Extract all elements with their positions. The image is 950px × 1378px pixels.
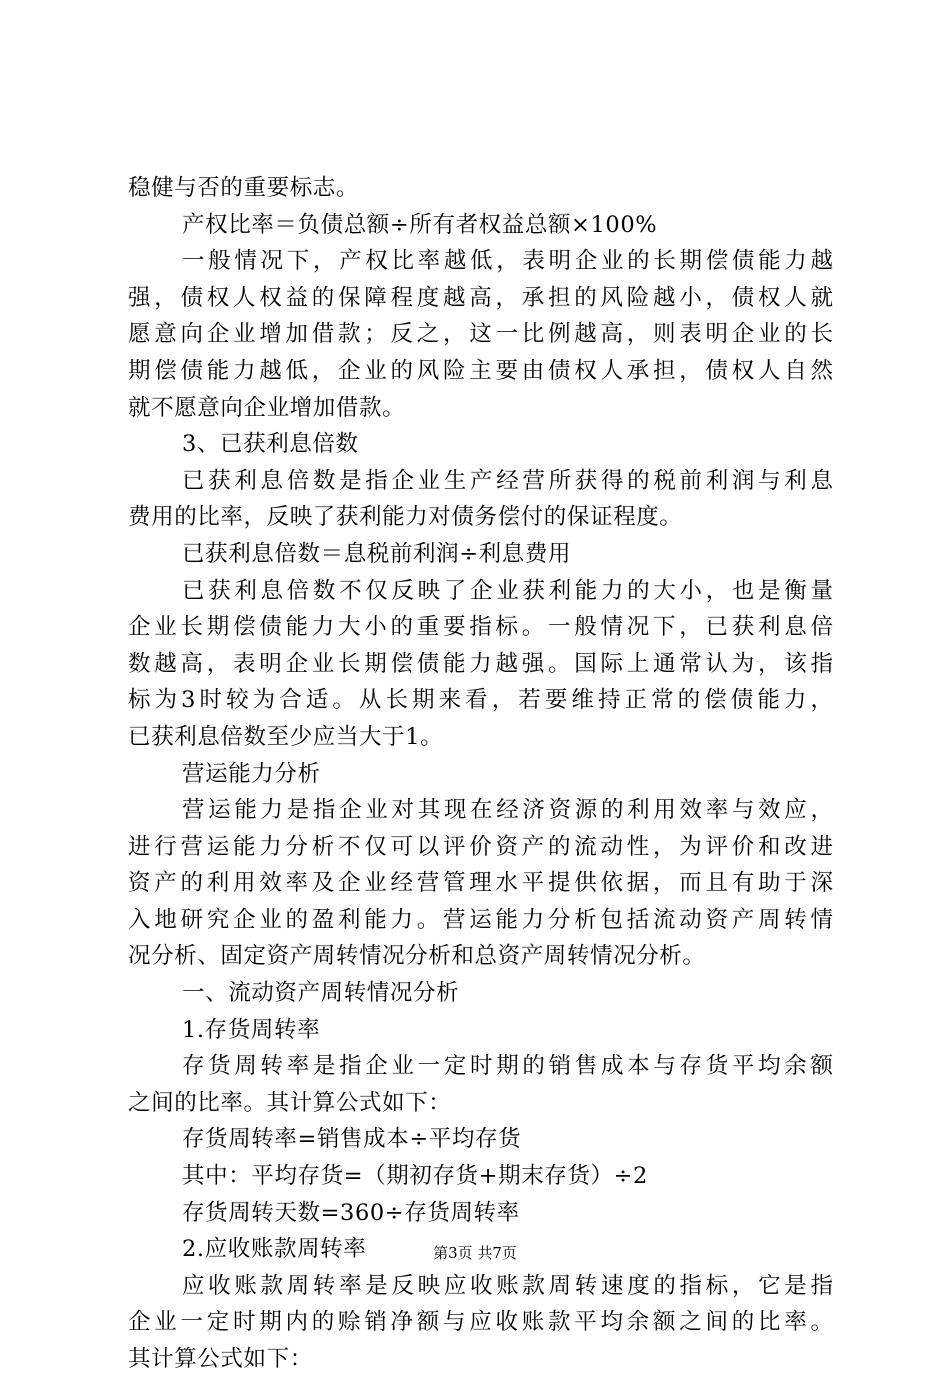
section-heading: 3、已获利息倍数 [182,431,359,458]
formula-line: 产权比率＝负债总额÷所有者权益总额×100% [182,211,658,238]
paragraph-line: 之间的比率。其计算公式如下： [128,1089,452,1116]
paragraph-line: 一般情况下，产权比率越低，表明企业的长期偿债能力越 [182,248,833,275]
text-line: 稳健与否的重要标志。 [128,175,360,201]
paragraph-line: 已获利息倍数不仅反映了企业获利能力的大小，也是衡量 [182,577,833,604]
paragraph-line: 存货周转率是指企业一定时期的销售成本与存货平均余额 [182,1053,833,1080]
formula-line: 已获利息倍数＝息税前利润÷利息费用 [182,540,572,567]
paragraph-line: 就不愿意向企业增加借款。 [128,394,406,421]
paragraph-line: 费用的比率，反映了获利能力对债务偿付的保证程度。 [128,504,683,531]
subsection-heading: 2.应收账款周转率 [182,1236,367,1263]
paragraph-line: 标为3时较为合适。从长期来看，若要维持正常的偿债能力， [128,687,833,714]
paragraph-line: 营运能力是指企业对其现在经济资源的利用效率与效应， [182,797,833,824]
page-number-footer: 第3页 共7页 [433,1244,517,1262]
paragraph-line: 企业长期偿债能力大小的重要指标。一般情况下，已获利息倍 [128,614,833,641]
paragraph-line: 数越高，表明企业长期偿债能力越强。国际上通常认为，该指 [128,650,833,677]
formula-line: 存货周转率=销售成本÷平均存货 [182,1126,522,1153]
paragraph-line: 进行营运能力分析不仅可以评价资产的流动性，为评价和改进 [128,833,833,860]
formula-line: 其中：平均存货=（期初存货+期末存货）÷2 [182,1163,648,1190]
paragraph-line: 入地研究企业的盈利能力。营运能力分析包括流动资产周转情 [128,906,833,933]
subsection-heading: 1.存货周转率 [182,1016,321,1043]
paragraph-line: 资产的利用效率及企业经营管理水平提供依据，而且有助于深 [128,870,833,897]
paragraph-line: 况分析、固定资产周转情况分析和总资产周转情况分析。 [128,943,706,970]
paragraph-line: 强，债权人权益的保障程度越高，承担的风险越小，债权人就 [128,284,833,311]
section-heading: 一、流动资产周转情况分析 [182,980,460,1007]
paragraph-line: 已获利息倍数至少应当大于1。 [128,723,444,750]
section-heading: 营运能力分析 [182,760,321,787]
document-body [128,170,833,1378]
paragraph-line: 已获利息倍数是指企业生产经营所获得的税前利润与利息 [182,467,833,494]
paragraph-line: 企业一定时期内的赊销净额与应收账款平均余额之间的比率。 [128,1309,833,1336]
formula-line: 存货周转天数=360÷存货周转率 [182,1199,520,1226]
paragraph-line: 其计算公式如下： [128,1346,313,1372]
paragraph-line: 应收账款周转率是反映应收账款周转速度的指标，它是指 [182,1272,833,1299]
paragraph-line: 期偿债能力越低，企业的风险主要由债权人承担，债权人自然 [128,357,833,384]
paragraph-line: 愿意向企业增加借款；反之，这一比例越高，则表明企业的长 [128,321,833,348]
